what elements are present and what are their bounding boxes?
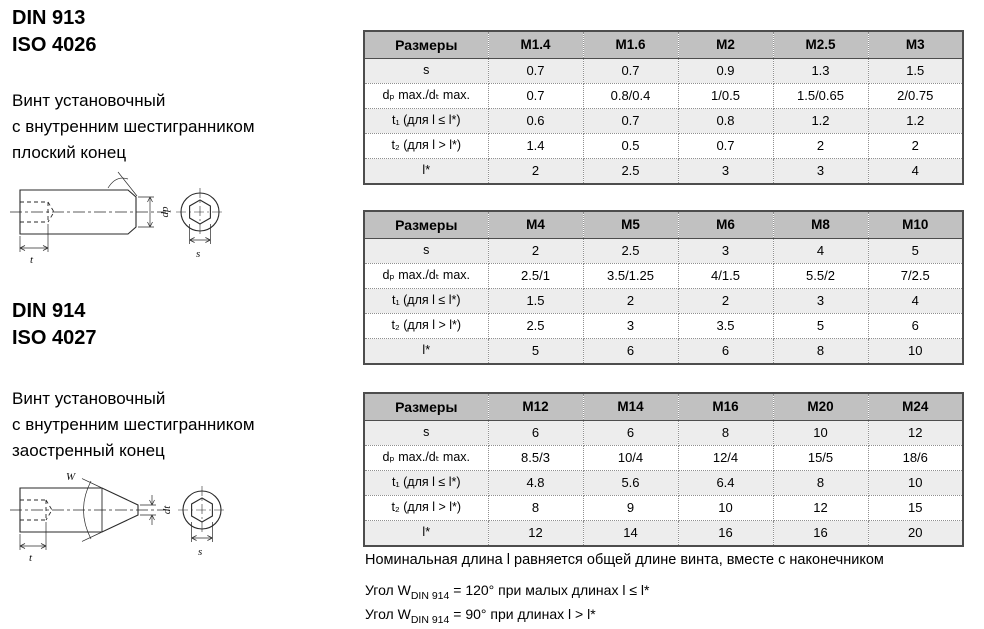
left-column: [0, 0, 358, 628]
table-row: [364, 471, 963, 496]
table-row: [364, 339, 963, 365]
row-label-cell: t₂ (для l > l*): [364, 314, 488, 339]
thread-size-header: M6: [678, 211, 773, 239]
value-cell: 2: [773, 134, 868, 159]
iso-number: ISO 4027: [12, 327, 97, 349]
thread-size-header: M4: [488, 211, 583, 239]
value-cell: 1.2: [773, 109, 868, 134]
thread-size-header: M2: [678, 31, 773, 59]
row-label-cell: t₁ (для l ≤ l*): [364, 289, 488, 314]
value-cell: 4: [868, 289, 963, 314]
value-cell: 9: [583, 496, 678, 521]
socket-depth-dimension: [20, 522, 46, 550]
value-cell: 5.6: [583, 471, 678, 496]
thread-size-header: M10: [868, 211, 963, 239]
chamfer-angle-indicator: [108, 172, 137, 196]
table-row: [364, 59, 963, 84]
value-cell: 12/4: [678, 446, 773, 471]
size-table-m1_4-m3: [363, 30, 964, 185]
value-cell: 8: [773, 339, 868, 365]
point-diameter-label: dt: [161, 505, 173, 515]
table-row: [364, 159, 963, 185]
value-cell: 4/1.5: [678, 264, 773, 289]
thread-size-header: M14: [583, 393, 678, 421]
value-cell: 20: [868, 521, 963, 547]
value-cell: 1.4: [488, 134, 583, 159]
row-label-cell: t₁ (для l ≤ l*): [364, 109, 488, 134]
end-view-centerlines: [176, 188, 224, 236]
value-cell: 0.8/0.4: [583, 84, 678, 109]
value-cell: 15/5: [773, 446, 868, 471]
value-cell: 2.5: [488, 314, 583, 339]
value-cell: 3.5: [678, 314, 773, 339]
value-cell: 2: [868, 134, 963, 159]
header-row: [364, 393, 963, 421]
value-cell: 0.7: [488, 59, 583, 84]
row-label-cell: dₚ max./dₜ max.: [364, 264, 488, 289]
table-row: [364, 314, 963, 339]
value-cell: 3: [773, 159, 868, 185]
value-cell: 6: [868, 314, 963, 339]
thread-size-header: M1.6: [583, 31, 678, 59]
value-cell: 2.5: [583, 159, 678, 185]
table-row: [364, 289, 963, 314]
value-cell: 1.5: [868, 59, 963, 84]
table-row: [364, 239, 963, 264]
value-cell: 1.2: [868, 109, 963, 134]
row-label-cell: l*: [364, 339, 488, 365]
table-row: [364, 521, 963, 547]
size-table-m4-m10: [363, 210, 964, 365]
value-cell: 2: [488, 159, 583, 185]
din914-description: [12, 386, 255, 464]
value-cell: 5: [773, 314, 868, 339]
value-cell: 10/4: [583, 446, 678, 471]
value-cell: 6.4: [678, 471, 773, 496]
value-cell: 3.5/1.25: [583, 264, 678, 289]
hex-size-label: s: [196, 248, 201, 260]
row-label-cell: l*: [364, 159, 488, 185]
socket-depth-dimension: [20, 224, 48, 252]
cone-point-screw-drawing: [4, 464, 256, 570]
value-cell: 0.9: [678, 59, 773, 84]
note-text: = 90° при длинах l > l*: [449, 606, 596, 622]
value-cell: 1.5: [488, 289, 583, 314]
value-cell: 12: [488, 521, 583, 547]
hex-size-label: s: [198, 546, 203, 558]
value-cell: 2.5/1: [488, 264, 583, 289]
row-label-cell: t₁ (для l ≤ l*): [364, 471, 488, 496]
din914-heading: [12, 298, 97, 352]
socket-depth-label: t: [29, 552, 33, 564]
value-cell: 2: [488, 239, 583, 264]
note-angle-90: [365, 605, 596, 629]
table-row: [364, 109, 963, 134]
description-line: с внутренним шестигранником: [12, 415, 255, 434]
table-row: [364, 84, 963, 109]
value-cell: 0.8: [678, 109, 773, 134]
thread-size-header: M12: [488, 393, 583, 421]
thread-size-header: M5: [583, 211, 678, 239]
sizes-header-cell: Размеры: [364, 31, 488, 59]
table-row: [364, 446, 963, 471]
value-cell: 6: [488, 421, 583, 446]
value-cell: 1/0.5: [678, 84, 773, 109]
value-cell: 6: [583, 339, 678, 365]
size-table-m12-m24: [363, 392, 964, 547]
thread-size-header: M8: [773, 211, 868, 239]
sizes-header-cell: Размеры: [364, 393, 488, 421]
row-label-cell: t₂ (для l > l*): [364, 496, 488, 521]
description-line: Винт установочный: [12, 91, 166, 110]
thread-size-header: M3: [868, 31, 963, 59]
row-label-cell: s: [364, 421, 488, 446]
value-cell: 7/2.5: [868, 264, 963, 289]
description-line: Винт установочный: [12, 389, 166, 408]
value-cell: 8: [488, 496, 583, 521]
value-cell: 0.5: [583, 134, 678, 159]
table-row: [364, 496, 963, 521]
value-cell: 12: [868, 421, 963, 446]
thread-size-header: M24: [868, 393, 963, 421]
value-cell: 10: [773, 421, 868, 446]
row-label-cell: t₂ (для l > l*): [364, 134, 488, 159]
table-row: [364, 421, 963, 446]
description-line: заостренный конец: [12, 441, 165, 460]
value-cell: 0.7: [488, 84, 583, 109]
cone-angle-label: W: [66, 471, 76, 483]
din913-description: [12, 88, 255, 166]
value-cell: 8: [678, 421, 773, 446]
point-diameter-label: dp: [159, 206, 171, 218]
sizes-header-cell: Размеры: [364, 211, 488, 239]
end-view-centerlines: [178, 486, 226, 534]
value-cell: 16: [678, 521, 773, 547]
value-cell: 3: [678, 159, 773, 185]
table-row: [364, 264, 963, 289]
value-cell: 5: [488, 339, 583, 365]
value-cell: 16: [773, 521, 868, 547]
description-line: с внутренним шестигранником: [12, 117, 255, 136]
note-nominal-length: Номинальная длина l равняется общей длине винта, вместе с наконечником: [365, 552, 884, 568]
din-number: DIN 914: [12, 300, 86, 322]
row-label-cell: dₚ max./dₜ max.: [364, 84, 488, 109]
note-text: Угол W: [365, 606, 411, 622]
value-cell: 10: [678, 496, 773, 521]
value-cell: 2: [583, 289, 678, 314]
din913-heading: [12, 5, 97, 59]
value-cell: 8: [773, 471, 868, 496]
note-text: = 120° при малых длинах l ≤ l*: [449, 582, 650, 598]
value-cell: 2: [678, 289, 773, 314]
header-row: [364, 31, 963, 59]
value-cell: 4: [773, 239, 868, 264]
note-subscript: DIN 914: [410, 590, 450, 602]
value-cell: 10: [868, 339, 963, 365]
value-cell: 8.5/3: [488, 446, 583, 471]
value-cell: 3: [773, 289, 868, 314]
table-row: [364, 134, 963, 159]
value-cell: 15: [868, 496, 963, 521]
value-cell: 1.5/0.65: [773, 84, 868, 109]
value-cell: 4.8: [488, 471, 583, 496]
iso-number: ISO 4026: [12, 34, 97, 56]
header-row: [364, 211, 963, 239]
thread-size-header: M16: [678, 393, 773, 421]
value-cell: 12: [773, 496, 868, 521]
value-cell: 6: [583, 421, 678, 446]
value-cell: 0.6: [488, 109, 583, 134]
row-label-cell: l*: [364, 521, 488, 547]
value-cell: 18/6: [868, 446, 963, 471]
value-cell: 4: [868, 159, 963, 185]
thread-size-header: M2.5: [773, 31, 868, 59]
value-cell: 3: [583, 314, 678, 339]
value-cell: 1.3: [773, 59, 868, 84]
value-cell: 10: [868, 471, 963, 496]
note-text: Угол W: [365, 582, 411, 598]
value-cell: 2/0.75: [868, 84, 963, 109]
note-subscript: DIN 914: [410, 614, 450, 626]
value-cell: 2.5: [583, 239, 678, 264]
value-cell: 6: [678, 339, 773, 365]
thread-size-header: M1.4: [488, 31, 583, 59]
value-cell: 5.5/2: [773, 264, 868, 289]
thread-size-header: M20: [773, 393, 868, 421]
value-cell: 5: [868, 239, 963, 264]
flat-point-screw-drawing: [4, 166, 256, 272]
tables-column: [363, 0, 978, 628]
value-cell: 0.7: [583, 59, 678, 84]
socket-depth-label: t: [30, 254, 34, 266]
note-angle-120: [365, 581, 649, 605]
value-cell: 0.7: [678, 134, 773, 159]
row-label-cell: s: [364, 239, 488, 264]
description-line: плоский конец: [12, 143, 127, 162]
value-cell: 3: [678, 239, 773, 264]
value-cell: 14: [583, 521, 678, 547]
row-label-cell: s: [364, 59, 488, 84]
row-label-cell: dₚ max./dₜ max.: [364, 446, 488, 471]
value-cell: 0.7: [583, 109, 678, 134]
din-number: DIN 913: [12, 7, 86, 29]
